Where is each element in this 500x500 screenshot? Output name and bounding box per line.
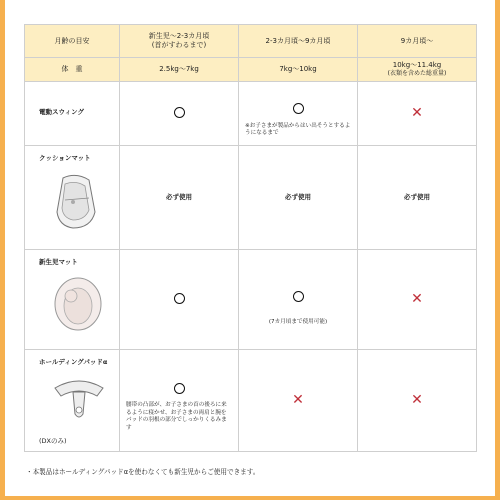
table-row (25, 250, 477, 350)
cell-cushion-col2 (239, 146, 358, 250)
cell-holding-col2 (239, 350, 358, 452)
cross-icon: ✕ (292, 391, 304, 408)
cell-cushion-col3 (358, 146, 477, 250)
header-age-col3 (358, 25, 477, 58)
header-weight-col1-text: 2.5kg〜7kg (159, 65, 199, 74)
header-weight-col2-text: 7kg〜10kg (279, 65, 317, 74)
header-age-col1-line1: 新生児〜2-3カ月頃 (148, 32, 210, 41)
cell-swing-col3 (358, 82, 477, 146)
cell-cushion-col1 (120, 146, 239, 250)
row-sublabel-dx-only: (DXのみ) (39, 436, 67, 445)
cushion-mat-illustration (51, 172, 101, 232)
header-age-col2 (239, 25, 358, 58)
header-age-label-text: 月齢の目安 (54, 36, 90, 45)
table-row (25, 146, 477, 250)
circle-icon (293, 103, 304, 114)
header-weight-col1 (120, 58, 239, 82)
cushion-col1-text: 必ず使用 (166, 193, 192, 202)
header-weight-col3-line1: 10kg〜11.4kg (392, 61, 442, 70)
row-label-cell (25, 82, 120, 146)
cross-icon: ✕ (411, 290, 423, 307)
cell-newborn-col3 (358, 250, 477, 350)
cell-holding-col3 (358, 350, 477, 452)
cushion-col3-text: 必ず使用 (404, 193, 430, 202)
header-age-col1 (120, 25, 239, 58)
row-label-electric-swing: 電動スウィング (39, 108, 84, 116)
header-age-col1-line2: (首がすわるまで) (151, 41, 207, 49)
cross-icon: ✕ (411, 391, 423, 408)
table-row (25, 82, 477, 146)
row-label-holding-pad: ホールディングパッドα (39, 358, 108, 366)
frame-left-border (0, 0, 5, 500)
table-row (25, 350, 477, 452)
holding-pad-illustration (51, 370, 107, 428)
header-weight-label (25, 58, 120, 82)
cell-swing-col1 (120, 82, 239, 146)
header-weight-col3-line2: (衣類を含めた総重量) (387, 70, 447, 78)
newborn-mat-illustration (51, 274, 105, 334)
circle-icon (293, 291, 304, 302)
header-row-age (25, 25, 477, 58)
frame-bottom-border (0, 496, 500, 500)
cell-newborn-col2 (239, 250, 358, 350)
footer-note: ・本製品はホールディングパッドαを使わなくても新生児からご使用できます。 (26, 468, 260, 476)
circle-icon (174, 107, 185, 118)
header-weight-label-text: 体 重 (61, 65, 83, 74)
frame-right-border (495, 0, 500, 500)
row-label-cushion-mat: クッションマット (39, 154, 91, 162)
row-label-cell (25, 250, 120, 350)
cell-holding-col1 (120, 350, 239, 452)
header-weight-col2 (239, 58, 358, 82)
header-row-weight (25, 58, 477, 82)
holding-col1-note: 腰帯の凸部が、お子さまの首の後ろに来るように寝かせ、お子さまの両肩と腕をパッドの羽根の部分でしっかりくるみます (126, 402, 227, 431)
circle-icon (174, 293, 185, 304)
header-age-label (25, 25, 120, 58)
newborn-col2-note: (7カ月頃まで使用可能) (268, 318, 328, 325)
row-label-newborn-mat: 新生児マット (39, 258, 78, 266)
header-weight-col3 (358, 58, 477, 82)
usage-table (24, 24, 477, 452)
circle-icon (174, 383, 185, 394)
cell-swing-col2 (239, 82, 358, 146)
cell-newborn-col1 (120, 250, 239, 350)
cushion-col2-text: 必ず使用 (285, 193, 311, 202)
cross-icon: ✕ (411, 104, 423, 121)
header-age-col2-text: 2-3カ月頃〜9カ月頃 (265, 36, 331, 45)
row-label-cell (25, 350, 120, 452)
header-age-col3-text: 9カ月頃〜 (400, 36, 434, 45)
row-label-cell (25, 146, 120, 250)
swing-col2-note: ※お子さまが製品からはい出そうとするようになるまで (245, 122, 351, 137)
